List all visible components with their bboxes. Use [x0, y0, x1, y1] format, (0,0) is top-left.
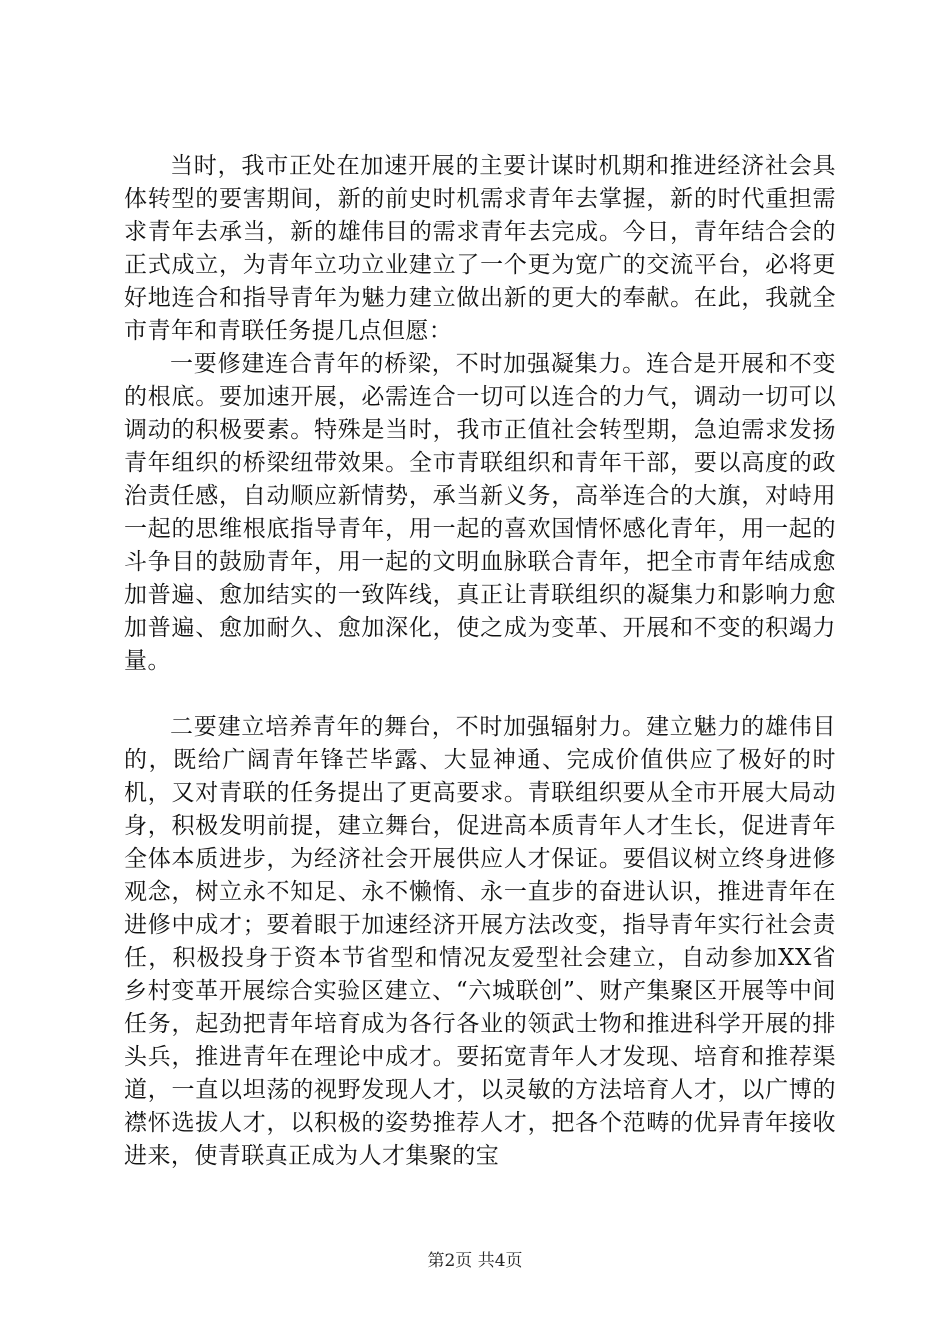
page-number-footer: 第2页 共4页: [427, 1251, 523, 1271]
document-body: [124, 150, 836, 1173]
paragraph-spacer: [124, 678, 836, 711]
paragraph-intro: 当时，我市正处在加速开展的主要计谋时机期和推进经济社会具体转型的要害期间，新的前史时机需求青年去掌握，新的时代重担需求青年去承当，新的雄伟目的需求青年去完成。今日，青年结合会的正式成立，为青年立功立业建立了一个更为宽广的交流平台，必将更好地连合和指导青年为魅力建立做出新的更大的奉献。在此，我就全市青年和青联任务提几点但愿：: [124, 153, 836, 344]
paragraph-point-one: 一要修建连合青年的桥梁，不时加强凝集力。连合是开展和不变的根底。要加速开展，必需连合一切可以连合的力气，调动一切可以调动的积极要素。特殊是当时，我市正值社会转型期，急迫需求发扬青年组织的桥梁纽带效果。全市青联组织和青年干部，要以高度的政治责任感，自动顺应新情势，承当新义务，高举连合的大旗，对峙用一起的思维根底指导青年，用一起的喜欢国情怀感化青年，用一起的斗争目的鼓励青年，用一起的文明血脉联合青年，把全市青年结成愈加普遍、愈加结实的一致阵线，真正让青联组织的凝集力和影响力愈加普遍、愈加耐久、愈加深化，使之成为变革、开展和不变的积竭力量。: [124, 351, 836, 674]
paragraph-point-two: 二要建立培养青年的舞台，不时加强辐射力。建立魅力的雄伟目的，既给广阔青年锋芒毕露、大显神通、完成价值供应了极好的时机，又对青联的任务提出了更高要求。青联组织要从全市开展大局动身，积极发明前提，建立舞台，促进高本质青年人才生长，促进青年全体本质进步，为经济社会开展供应人才保证。要倡议树立终身进修观念，树立永不知足、永不懒惰、永一直步的奋进认识，推进青年在进修中成才；要着眼于加速经济开展方法改变，指导青年实行社会责任，积极投身于资本节省型和情况友爱型社会建立，自动参加XX省乡村变革开展综合实验区建立、“六城联创”、财产集聚区开展等中间任务，起劲把青年培育成为各行各业的领武士物和推进科学开展的排头兵，推进青年在理论中成才。要拓宽青年人才发现、培育和推荐渠道，一直以坦荡的视野发现人才，以灵敏的方法培育人才，以广博的襟怀选拔人才，以积极的姿势推荐人才，把各个范畴的优异青年接收进来，使青联真正成为人才集聚的宝: [124, 714, 836, 1169]
